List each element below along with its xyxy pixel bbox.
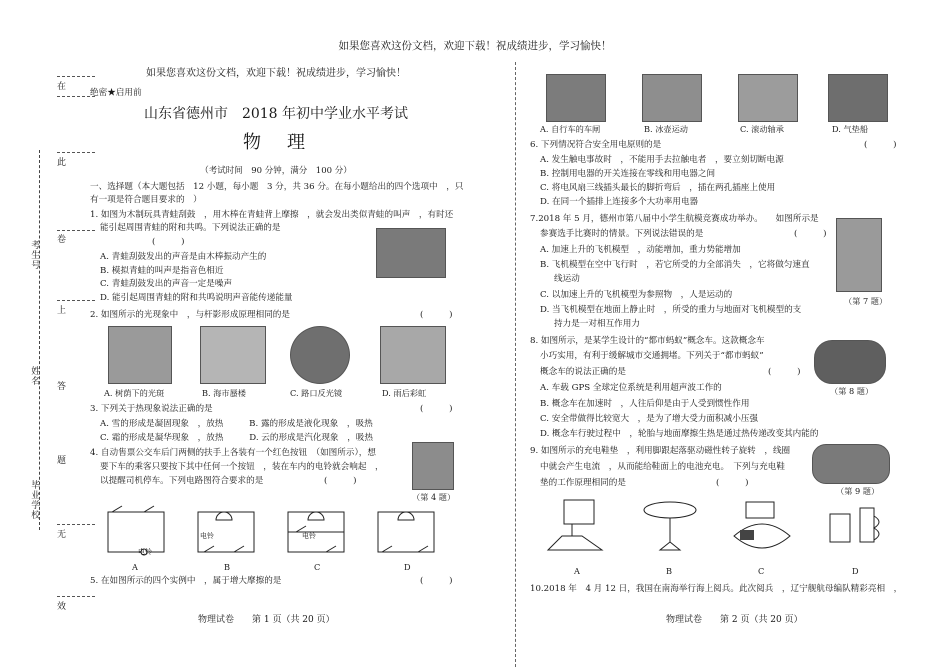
seal-divider (57, 524, 95, 525)
q9-diagram-c (726, 496, 798, 558)
q9-insole-image (812, 444, 890, 484)
q8-option-b: B. 概念车在加速时 ，人往后仰是由于人受到惯性作用 (540, 399, 750, 409)
secret-mark: 绝密★启用前 (90, 88, 142, 98)
q4-circuit-a (104, 502, 168, 558)
page-divider (515, 62, 516, 667)
q2-image-c (290, 326, 350, 384)
q5-caption-d: D. 气垫船 (832, 124, 869, 134)
q5-caption-b: B. 冰壶运动 (644, 124, 688, 134)
q7-option-c: C. 以加速上升的飞机模型为参照物 ，人是运动的 (540, 290, 733, 300)
school-label: 毕业学校 (29, 480, 40, 520)
exam-title: 山东省德州市 2018 年初中学业水平考试 (143, 106, 409, 122)
q4-bus-button-image (412, 442, 454, 490)
q2-caption-c: C. 路口反光镜 (290, 388, 343, 398)
q6-option-b: B. 控制用电器的开关连接在零线和用电器之间 (540, 169, 716, 179)
q5-image-c (738, 74, 798, 122)
q9-text-cont2: 垫的工作原理相同的是 (540, 478, 626, 488)
q7-option-d-cont: 持力是一对相互作用力 (554, 319, 640, 329)
q3-options-ab: A. 雪的形成是凝固现象 ，放热 B. 露的形成是液化现象 ，吸热 (100, 419, 373, 429)
q4-text-cont2: 以提醒司机停车。下列电路图符合要求的是 (100, 476, 264, 486)
seal-divider (57, 596, 95, 597)
page1-footer: 物理试卷 第 1 页（共 20 页） (198, 615, 335, 625)
page1-banner: 如果您喜欢这份文档，欢迎下载！祝成绩进步，学习愉快！ (146, 68, 406, 79)
q9-diagram-d (820, 496, 892, 558)
q4-text: 4. 自动售票公交车后门两侧的扶手上各装有一个红色按钮 （如图所示），想 (90, 448, 376, 458)
q4-label-c: C (314, 562, 321, 572)
seal-char: 无 (57, 530, 67, 540)
q4-label-d: D (404, 562, 411, 572)
q7-answer-paren: ( ) (794, 229, 827, 239)
q9-label-a: A (574, 566, 580, 576)
q8-option-a: A. 车载 GPS 全球定位系统是利用超声波工作的 (540, 383, 722, 393)
q7-option-d: D. 当飞机模型在地面上静止时 ，所受的重力与地面对飞机模型的支 (540, 305, 802, 315)
q6-text: 6. 下列情况符合安全用电原则的是 (530, 140, 662, 150)
q8-option-d: D. 概念车行驶过程中 ，轮胎与地面摩擦生热是通过热传递改变其内能的 (540, 429, 819, 439)
q2-caption-b: B. 海市蜃楼 (202, 388, 246, 398)
q6-option-d: D. 在同一个插排上连接多个大功率用电器 (540, 197, 699, 207)
q5-text: 5. 在如图所示的四个实例中 ，属于增大摩擦的是 (90, 576, 282, 586)
q5-caption-a: A. 自行车的车闸 (540, 124, 601, 134)
q5-answer-paren: ( ) (420, 576, 453, 586)
q9-diagram-b (634, 496, 706, 558)
seal-char: 上 (57, 306, 67, 316)
q2-answer-paren: ( ) (420, 310, 453, 320)
q4-answer-paren: ( ) (324, 476, 357, 486)
seal-char: 答 (57, 382, 67, 392)
q5-image-b (642, 74, 702, 122)
q5-image-d (828, 74, 888, 122)
q1-option-b: B. 模拟青蛙的叫声是指音色相近 (100, 266, 224, 276)
q2-image-b (200, 326, 266, 384)
q7-caption: （第 7 题） (844, 296, 888, 306)
q9-text-cont: 中就会产生电流 ，从而能给鞋面上的电池充电。 下列与充电鞋 (540, 462, 785, 472)
exam-number-label: 考生号 (29, 240, 40, 270)
q7-option-b: B. 飞机模型在空中飞行时 ，若它所受的力全部消失 ，它将做匀速直 (540, 260, 810, 270)
q7-option-a: A. 加速上升的飞机模型 ，动能增加，重力势能增加 (540, 245, 741, 255)
seal-char: 效 (57, 602, 67, 612)
q9-text: 9. 如图所示的充电鞋垫 ，利用脚跟起落驱动磁性转子旋转 ，线圈 (530, 446, 791, 456)
exam-info: （考试时间 90 分钟，满分 100 分） (200, 166, 352, 176)
q1-answer-paren: ( ) (152, 237, 185, 247)
q6-option-c: C. 将电风扇三线插头最长的脚折弯后 ，插在两孔插座上使用 (540, 183, 776, 193)
q2-caption-a: A. 树荫下的光斑 (104, 388, 165, 398)
q3-answer-paren: ( ) (420, 404, 453, 414)
q4-label-a: A (132, 562, 138, 572)
q2-text: 2. 如图所示的光现象中 ，与杆影形成原理相同的是 (90, 310, 290, 320)
q7-text: 7.2018 年 5 月，德州市第八届中小学生航模竞赛成功举办。 如图所示是 (530, 214, 819, 224)
q5-caption-c: C. 滚动轴承 (740, 124, 784, 134)
seal-char: 题 (57, 456, 67, 466)
q1-option-c: C. 青蛙刮鼓发出的声音一定是噪声 (100, 279, 233, 289)
section1-intro: 一、选择题（本大题包括 12 小题，每小题 3 分，共 36 分。在每小题给出的四个选项中 ，只 (90, 182, 464, 192)
seal-char: 卷 (57, 235, 67, 245)
q7-text-cont: 参赛选手比赛时的情景。下列说法错误的是 (540, 229, 704, 239)
q9-diagram-a (542, 496, 614, 558)
q7-model-plane-image (836, 218, 882, 292)
q3-text: 3. 下列关于热现象说法正确的是 (90, 404, 213, 414)
q8-text-cont: 小巧实用，有利于缓解城市交通拥堵。下列关于“都市蚂蚁” (540, 351, 764, 361)
q1-frog-toy-image (376, 228, 446, 278)
q4-circuit-b (194, 502, 258, 558)
q7-option-b-cont: 线运动 (554, 274, 580, 284)
q8-answer-paren: ( ) (768, 367, 801, 377)
q4-bell-label-a: 电铃 (138, 548, 152, 556)
q2-image-d (380, 326, 446, 384)
q2-image-a (108, 326, 172, 384)
q8-option-c: C. 安全带做得比较宽大 ，是为了增大受力面积减小压强 (540, 414, 758, 424)
q6-option-a: A. 发生触电事故时 ，不能用手去拉触电者 ，要立刻切断电源 (540, 155, 784, 165)
q4-label-b: B (224, 562, 231, 572)
q1-text: 1. 如图为木制玩具青蛙刮鼓 ，用木棒在青蛙背上摩擦 ，就会发出类似青蛙的叫声 ，有时还 (90, 210, 454, 220)
seal-divider (57, 300, 95, 301)
q1-text-cont: 能引起周围青蛙的附和共鸣。下列说法正确的是 (100, 223, 281, 233)
q4-bell-label-c: 电铃 (302, 532, 316, 540)
q4-caption: （第 4 题） (412, 492, 456, 502)
binding-dashed-line (39, 150, 40, 530)
name-label: 姓名 (29, 366, 40, 386)
q4-circuit-d (374, 502, 438, 558)
q6-answer-paren: ( ) (864, 140, 897, 150)
page2-footer: 物理试卷 第 2 页（共 20 页） (666, 615, 803, 625)
q2-caption-d: D. 雨后彩虹 (382, 388, 427, 398)
q5-image-a (546, 74, 606, 122)
q8-text: 8. 如图所示，是某学生设计的“都市蚂蚁”概念车。这款概念车 (530, 336, 765, 346)
q4-circuit-c (284, 502, 348, 558)
subject-title: 物 理 (243, 132, 309, 153)
q9-label-b: B (666, 566, 673, 576)
seal-char: 此 (57, 158, 67, 168)
q1-option-d: D. 能引起周围青蛙的附和共鸣说明声音能传递能量 (100, 293, 293, 303)
q4-bell-label-b: 电铃 (200, 532, 214, 540)
q9-label-c: C (758, 566, 765, 576)
section1-intro-cont: 有一项是符合题目要求的 ） (90, 195, 202, 205)
top-banner: 如果您喜欢这份文档，欢迎下载！祝成绩进步，学习愉快！ (338, 40, 612, 52)
seal-char: 在 (57, 82, 67, 92)
q8-text-cont2: 概念车的说法正确的是 (540, 367, 626, 377)
q10-text: 10.2018 年 4 月 12 日，我国在南海举行海上阅兵。此次阅兵 ，辽宁舰航母编队精彩亮相 ， (530, 584, 903, 594)
q3-options-cd: C. 霜的形成是凝华现象 ，放热 D. 云的形成是汽化现象 ，吸热 (100, 433, 373, 443)
q9-label-d: D (852, 566, 859, 576)
q9-caption: （第 9 题） (836, 486, 880, 496)
q9-answer-paren: ( ) (716, 478, 749, 488)
q1-option-a: A. 青蛙刮鼓发出的声音是由木棒振动产生的 (100, 252, 267, 262)
seal-divider (57, 230, 95, 231)
binding-margin (0, 60, 95, 671)
q8-caption: （第 8 题） (830, 386, 874, 396)
q8-concept-car-image (814, 340, 886, 384)
q4-text-cont: 要下车的乘客只要按下其中任何一个按钮 ，装在车内的电铃就会响起 ， (100, 462, 384, 472)
